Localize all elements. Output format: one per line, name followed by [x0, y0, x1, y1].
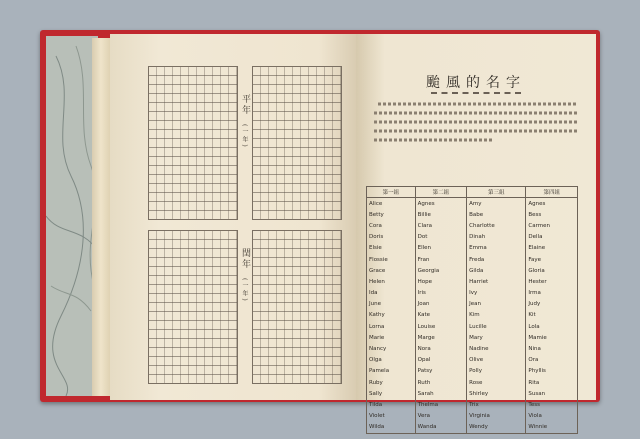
typhoon-name-cell: Rita	[526, 377, 578, 388]
endpaper-map	[46, 36, 98, 396]
intro-text-block	[374, 100, 584, 151]
column-header: 第一組	[367, 187, 416, 198]
typhoon-name-cell: Louise	[415, 321, 467, 332]
typhoon-name-cell: Bess	[526, 209, 578, 220]
typhoon-name-cell: Dot	[415, 232, 467, 243]
typhoon-name-cell: Lucille	[467, 321, 526, 332]
table-header-row	[367, 187, 578, 198]
title-rule	[431, 92, 521, 94]
typhoon-name-cell: Tess	[526, 399, 578, 410]
typhoon-name-cell: Vera	[415, 411, 467, 422]
typhoon-name-cell: Sarah	[415, 388, 467, 399]
typhoon-name-cell: Olive	[467, 355, 526, 366]
typhoon-name-cell: Della	[526, 232, 578, 243]
typhoon-name-cell: Phyllis	[526, 366, 578, 377]
typhoon-name-cell: Marge	[415, 332, 467, 343]
typhoon-name-cell: Winnie	[526, 422, 578, 434]
table-row	[367, 399, 578, 410]
typhoon-name-cell: Iris	[415, 288, 467, 299]
calendar-grid-leap-left	[148, 230, 238, 384]
table-row	[367, 310, 578, 321]
typhoon-name-cell: Shirley	[467, 388, 526, 399]
typhoon-name-cell: Joan	[415, 299, 467, 310]
typhoon-name-cell: Wanda	[415, 422, 467, 434]
typhoon-name-cell: Lola	[526, 321, 578, 332]
typhoon-name-cell: Amy	[467, 198, 526, 210]
typhoon-name-cell: Babe	[467, 209, 526, 220]
typhoon-name-cell: Doris	[367, 232, 416, 243]
typhoon-name-cell: Lorna	[367, 321, 416, 332]
typhoon-name-cell: Emma	[467, 243, 526, 254]
typhoon-name-cell: Betty	[367, 209, 416, 220]
typhoon-name-cell: Rose	[467, 377, 526, 388]
typhoon-name-cell: June	[367, 299, 416, 310]
typhoon-name-cell: Gloria	[526, 265, 578, 276]
table-row	[367, 377, 578, 388]
typhoon-name-cell: Ora	[526, 355, 578, 366]
typhoon-name-cell: Mary	[467, 332, 526, 343]
typhoon-name-cell: Hester	[526, 276, 578, 287]
table-row	[367, 299, 578, 310]
table-row	[367, 332, 578, 343]
typhoon-name-cell: Billie	[415, 209, 467, 220]
table-row	[367, 276, 578, 287]
calendar-grid-leap-right	[252, 230, 342, 384]
typhoon-name-cell: Wendy	[467, 422, 526, 434]
typhoon-name-cell: Ellen	[415, 243, 467, 254]
typhoon-name-cell: Opal	[415, 355, 467, 366]
typhoon-name-cell: Helen	[367, 276, 416, 287]
typhoon-name-cell: Polly	[467, 366, 526, 377]
typhoon-name-cell: Olga	[367, 355, 416, 366]
typhoon-name-cell: Thelma	[415, 399, 467, 410]
typhoon-name-cell: Nadine	[467, 343, 526, 354]
table-row	[367, 198, 578, 210]
typhoon-name-cell: Tilda	[367, 399, 416, 410]
common-year-label: 平年	[240, 94, 250, 116]
right-page	[356, 34, 596, 431]
typhoon-name-cell: Georgia	[415, 265, 467, 276]
typhoon-name-cell: Nancy	[367, 343, 416, 354]
table-body	[367, 198, 578, 434]
page-title: 颱風的名字	[426, 75, 526, 91]
calendar-grid-common-right	[252, 66, 342, 220]
typhoon-name-cell: Grace	[367, 265, 416, 276]
table-row	[367, 388, 578, 399]
typhoon-name-cell: Hope	[415, 276, 467, 287]
typhoon-name-cell: Sally	[367, 388, 416, 399]
typhoon-name-cell: Mamie	[526, 332, 578, 343]
typhoon-name-cell: Dinah	[467, 232, 526, 243]
common-year-sub: (一年)	[241, 124, 248, 149]
calendar-grid-common-left	[148, 66, 238, 220]
column-header: 第三組	[467, 187, 526, 198]
typhoon-name-cell: Ruth	[415, 377, 467, 388]
typhoon-name-cell: Irma	[526, 288, 578, 299]
typhoon-name-cell: Trix	[467, 399, 526, 410]
leap-year-sub: (一年)	[241, 278, 248, 303]
typhoon-name-cell: Faye	[526, 254, 578, 265]
typhoon-name-cell: Marie	[367, 332, 416, 343]
typhoon-name-cell: Freda	[467, 254, 526, 265]
typhoon-name-cell: Ruby	[367, 377, 416, 388]
table-row	[367, 422, 578, 434]
typhoon-name-cell: Kate	[415, 310, 467, 321]
typhoon-name-cell: Susan	[526, 388, 578, 399]
typhoon-name-cell: Harriet	[467, 276, 526, 287]
typhoon-name-cell: Patsy	[415, 366, 467, 377]
typhoon-name-cell: Charlotte	[467, 220, 526, 231]
table-row	[367, 343, 578, 354]
typhoon-name-cell: Agnes	[415, 198, 467, 210]
column-header: 第二組	[415, 187, 467, 198]
typhoon-name-cell: Jean	[467, 299, 526, 310]
typhoon-name-cell: Elsie	[367, 243, 416, 254]
table-row	[367, 220, 578, 231]
typhoon-names-table	[366, 186, 578, 434]
typhoon-name-cell: Flossie	[367, 254, 416, 265]
typhoon-name-cell: Judy	[526, 299, 578, 310]
table-row	[367, 411, 578, 422]
typhoon-name-cell: Violet	[367, 411, 416, 422]
table-row	[367, 265, 578, 276]
table-row	[367, 232, 578, 243]
typhoon-name-cell: Elaine	[526, 243, 578, 254]
table-row	[367, 243, 578, 254]
typhoon-name-cell: Agnes	[526, 198, 578, 210]
table-row	[367, 321, 578, 332]
typhoon-name-cell: Cora	[367, 220, 416, 231]
typhoon-name-cell: Viola	[526, 411, 578, 422]
table-row	[367, 209, 578, 220]
typhoon-name-cell: Kit	[526, 310, 578, 321]
typhoon-name-cell: Ida	[367, 288, 416, 299]
table-row	[367, 355, 578, 366]
typhoon-name-cell: Carmen	[526, 220, 578, 231]
column-header: 第四組	[526, 187, 578, 198]
typhoon-name-cell: Ivy	[467, 288, 526, 299]
map-illustration	[46, 36, 98, 396]
table-row	[367, 366, 578, 377]
typhoon-name-cell: Nina	[526, 343, 578, 354]
typhoon-name-cell: Kathy	[367, 310, 416, 321]
typhoon-name-cell: Pamela	[367, 366, 416, 377]
typhoon-name-cell: Wilda	[367, 422, 416, 434]
typhoon-name-cell: Alice	[367, 198, 416, 210]
typhoon-name-cell: Nora	[415, 343, 467, 354]
typhoon-name-cell: Gilda	[467, 265, 526, 276]
typhoon-name-cell: Clara	[415, 220, 467, 231]
typhoon-name-cell: Kim	[467, 310, 526, 321]
typhoon-name-cell: Virginia	[467, 411, 526, 422]
intro-text-lines	[374, 100, 580, 146]
left-page	[110, 34, 356, 400]
table-row	[367, 254, 578, 265]
table-row	[367, 288, 578, 299]
leap-year-label: 閏年	[240, 248, 250, 270]
typhoon-name-cell: Fran	[415, 254, 467, 265]
